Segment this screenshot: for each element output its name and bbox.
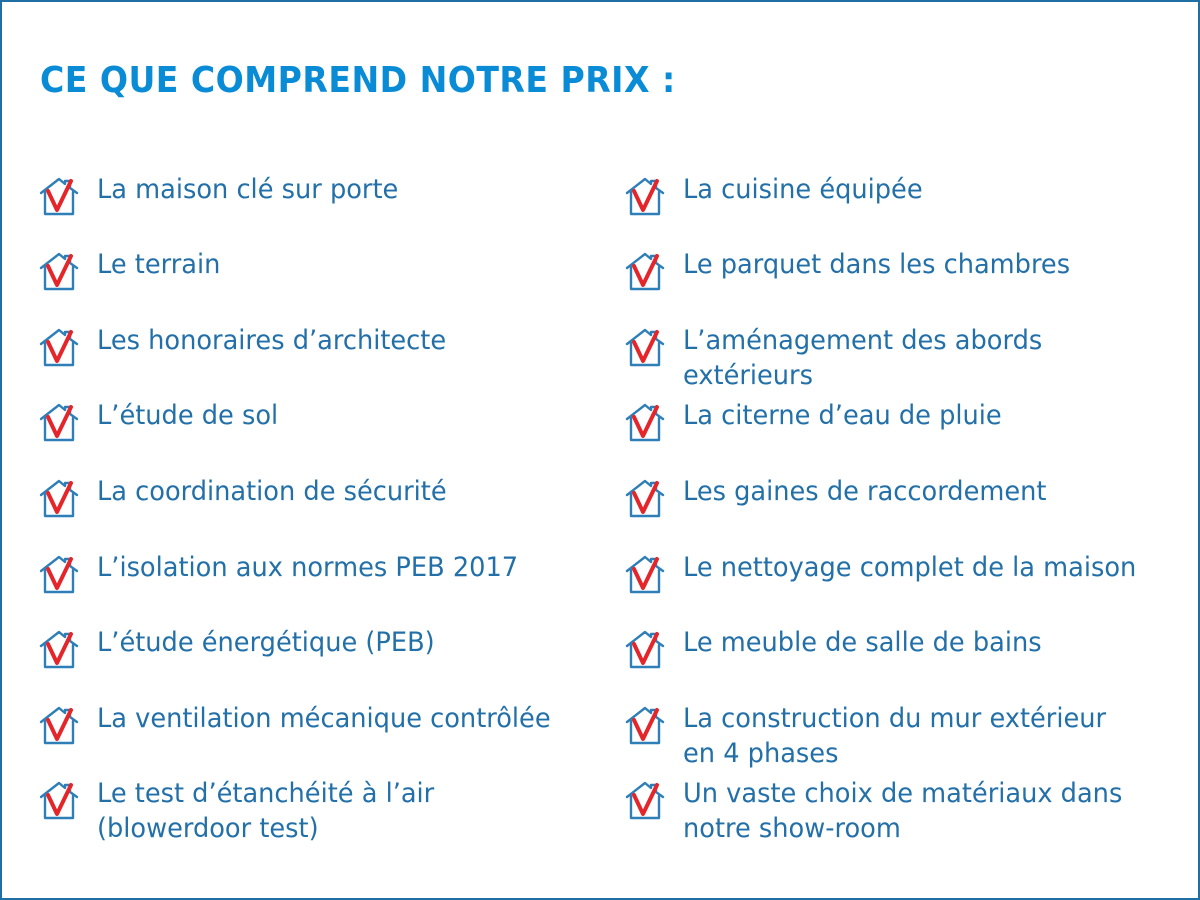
- left-item-label: Les honoraires d’architecte: [97, 325, 447, 356]
- right-item-label: L’aménagement des abords extérieurs: [683, 325, 1043, 391]
- right-item-label: Le nettoyage complet de la maison: [683, 552, 1137, 583]
- right-item-label: Un vaste choix de matériaux dans notre show-room: [683, 778, 1123, 844]
- right-item-label: La construction du mur extérieur en 4 phases: [683, 703, 1107, 769]
- page-title: CE QUE COMPREND NOTRE PRIX :: [40, 60, 676, 101]
- left-item-label: La coordination de sécurité: [97, 476, 447, 507]
- house-checkmark-icon: [38, 706, 80, 746]
- left-item-label: Le terrain: [97, 249, 221, 280]
- left-item-label: L’étude de sol: [97, 400, 279, 431]
- house-checkmark-icon: [38, 403, 80, 443]
- left-item-label: L’isolation aux normes PEB 2017: [97, 552, 519, 583]
- house-checkmark-icon: [624, 479, 666, 519]
- house-checkmark-icon: [624, 706, 666, 746]
- right-item-label: La cuisine équipée: [683, 174, 923, 205]
- house-checkmark-icon: [38, 479, 80, 519]
- house-checkmark-icon: [38, 781, 80, 821]
- house-checkmark-icon: [624, 328, 666, 368]
- left-item-label: L’étude énergétique (PEB): [97, 627, 435, 658]
- house-checkmark-icon: [624, 252, 666, 292]
- house-checkmark-icon: [624, 177, 666, 217]
- left-item-label: La maison clé sur porte: [97, 174, 399, 205]
- right-item-label: Le parquet dans les chambres: [683, 249, 1071, 280]
- right-item-label: Le meuble de salle de bains: [683, 627, 1042, 658]
- house-checkmark-icon: [624, 555, 666, 595]
- house-checkmark-icon: [38, 328, 80, 368]
- right-item-label: La citerne d’eau de pluie: [683, 400, 1002, 431]
- left-item-label: Le test d’étanchéité à l’air (blowerdoor test): [97, 778, 435, 844]
- house-checkmark-icon: [38, 630, 80, 670]
- house-checkmark-icon: [38, 177, 80, 217]
- house-checkmark-icon: [624, 781, 666, 821]
- house-checkmark-icon: [624, 630, 666, 670]
- house-checkmark-icon: [624, 403, 666, 443]
- house-checkmark-icon: [38, 252, 80, 292]
- left-item-label: La ventilation mécanique contrôlée: [97, 703, 551, 734]
- right-item-label: Les gaines de raccordement: [683, 476, 1047, 507]
- house-checkmark-icon: [38, 555, 80, 595]
